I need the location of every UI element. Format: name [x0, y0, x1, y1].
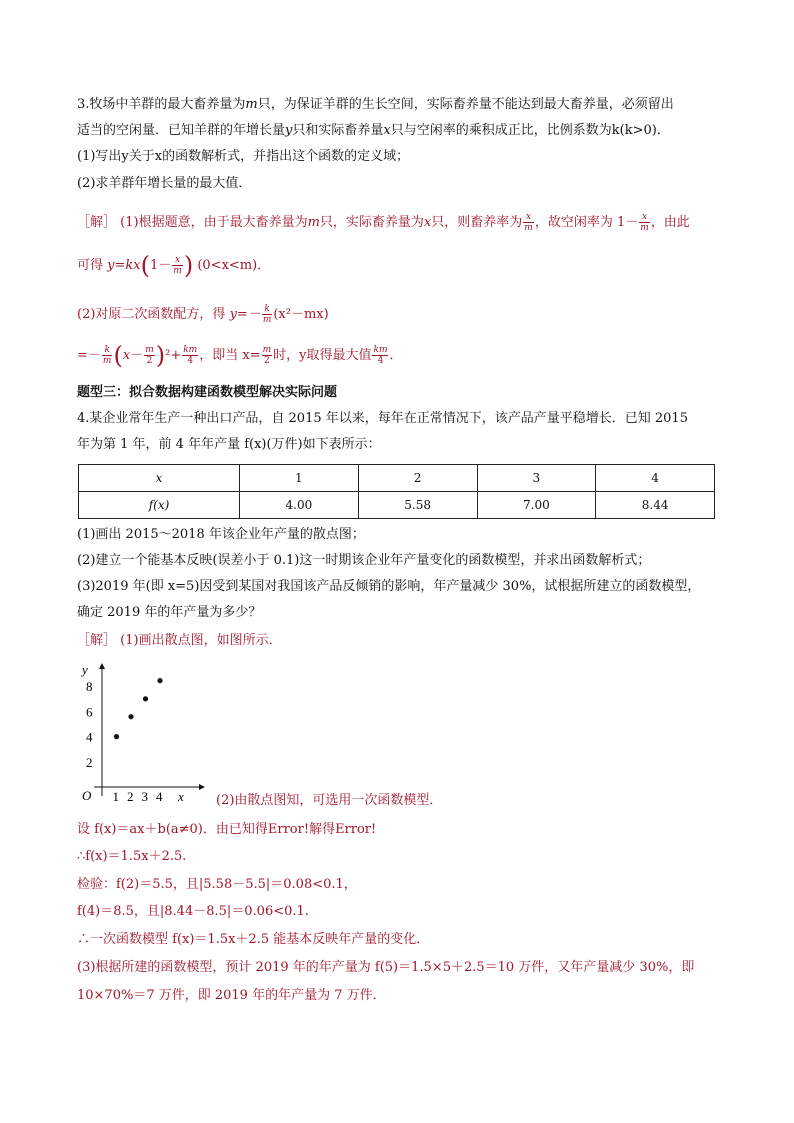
q4-solution-line1: ［解］ (1)画出散点图，如图所示． [77, 633, 282, 648]
q4-solution-line7: ∴一次函数模型 f(x)＝1.5x＋2.5 能基本反映年产量的变化． [77, 932, 430, 947]
q4-solution-line4: ∴f(x)＝1.5x＋2.5. [77, 849, 187, 864]
solution-label: ［解］ [77, 633, 117, 648]
fraction-km-over-4: $\frac{km}{4}$ [183, 345, 198, 366]
data-point [143, 696, 148, 701]
fraction-k-over-m: $\frac{k}{m}$ [262, 304, 272, 325]
x-tick-label: 2 [127, 789, 134, 804]
q4-subquestion-2: (2)建立一个能基本反映(误差小于 0.1)这一时期该企业年产量变化的函数模型，并求出函数解析式； [77, 553, 651, 568]
q3-solution-line2: 可得 y=kx(1－ $\frac{x}{m}$ ) (0<x<m)． [77, 251, 271, 280]
data-point [157, 678, 162, 683]
q4-statement-line1: 4.某企业常年生产一种出口产品，自 2015 年以来，每年在正常情况下，该产品产量平稳增长．已知 2015 [77, 411, 688, 426]
y-tick-label: 2 [86, 754, 93, 770]
fraction-m-over-2: $\frac{m}{2}$ [262, 345, 272, 366]
scatter-chart [76, 656, 216, 806]
fraction-x-over-m: $\frac{x}{m}$ [524, 212, 533, 233]
x-tick-label: 3 [141, 789, 148, 804]
q3-subquestion-2: (2)求羊群年增长量的最大值． [77, 176, 252, 191]
q4-solution-line9: 10×70%＝7 万件，即 2019 年的年产量为 7 万件． [77, 988, 386, 1003]
table-cell: 1 [240, 465, 359, 492]
fraction-x-over-m: $\frac{x}{m}$ [640, 212, 649, 233]
q3-statement-line1: 3.牧场中羊群的最大畜养量为m只，为保证羊群的生长空间，实际畜养量不能达到最大畜养量，必须留出 [77, 97, 674, 112]
q4-subquestion-3b: 确定 2019 年的年产量为多少？ [77, 605, 262, 620]
table-cell: f(x) [79, 492, 240, 519]
q4-solution-line3: 设 f(x)＝ax＋b(a≠0)．由已知得Error!解得Error! [77, 822, 377, 837]
q3-solution-line3: (2)对原二次函数配方，得 y=－ $\frac{k}{m}$ (x²－mx) [77, 304, 329, 325]
q3-solution-line1: ［解］ (1)根据题意，由于最大畜养量为m只，实际畜养量为x只，则畜养率为 $\frac{x}{m}$ ，故空闲率为 1－ $\frac{x}{m}$ ，由此 [77, 212, 690, 233]
table-cell: 4 [596, 465, 715, 492]
q4-statement-line2: 年为第 1 年，前 4 年年产量 f(x)(万件)如下表所示： [77, 437, 381, 452]
solution-label: ［解］ [77, 215, 117, 230]
table-cell: 4.00 [240, 492, 359, 519]
table-cell: x [79, 465, 240, 492]
q3-solution-line4: =－ $\frac{k}{m}$ (x－ $\frac{m}{2}$ )²+ $\frac{km}{4}$ ，即当 x= $\frac{m}{2}$ 时，y取得最大值 $\frac{km}{4}$ ． [77, 341, 403, 370]
table-cell: 8.44 [596, 492, 715, 519]
q4-subquestion-1: (1)画出 2015～2018 年该企业年产量的散点图； [77, 527, 365, 542]
table-cell: 5.58 [358, 492, 477, 519]
q4-solution-line2: (2)由散点图知，可选用一次函数模型． [216, 793, 443, 808]
fraction-m-over-2: $\frac{m}{2}$ [145, 345, 154, 366]
q3-subquestion-1: (1)写出y关于x的函数解析式，并指出这个函数的定义域； [77, 149, 410, 164]
fraction-km-over-4: $\frac{km}{4}$ [373, 345, 388, 366]
y-tick-label: 4 [86, 729, 93, 745]
table-cell: 2 [358, 465, 477, 492]
table-row [79, 465, 715, 492]
table-cell: 3 [477, 465, 596, 492]
table-row [79, 492, 715, 519]
x-tick-label: 1 [112, 789, 119, 804]
data-table [78, 464, 715, 519]
x-tick-label: 4 [156, 789, 163, 804]
q4-solution-line6: f(4)＝8.5，且|8.44－8.5|＝0.06<0.1. [77, 904, 309, 919]
table-cell: 7.00 [477, 492, 596, 519]
section-title: 题型三：拟合数据构建函数模型解决实际问题 [77, 385, 338, 400]
q4-solution-line5: 检验：f(2)＝5.5，且|5.58－5.5|＝0.08<0.1， [77, 877, 357, 892]
fraction-x-over-m: $\frac{x}{m}$ [173, 255, 182, 276]
q4-solution-line8: (3)根据所建的函数模型，预计 2019 年的年产量为 f(5)＝1.5×5＋2.5＝10 万件，又年产量减少 30%，即 [77, 960, 695, 975]
y-axis-label: y [82, 662, 88, 677]
y-tick-label: 6 [86, 704, 93, 720]
x-axis-label: x [178, 789, 184, 804]
fraction-k-over-m: $\frac{k}{m}$ [102, 345, 112, 366]
origin-label: O [82, 788, 92, 803]
q4-subquestion-3a: (3)2019 年(即 x=5)因受到某国对我国该产品反倾销的影响，年产量减少 30%，试根据所建立的函数模型， [77, 579, 701, 594]
y-tick-label: 8 [86, 679, 93, 695]
data-point [114, 734, 119, 739]
q3-statement-line2: 适当的空闲量．已知羊群的年增长量y只和实际畜养量x只与空闲率的乘积成正比，比例系数为k(k>0)． [77, 123, 670, 138]
data-point [128, 714, 133, 719]
